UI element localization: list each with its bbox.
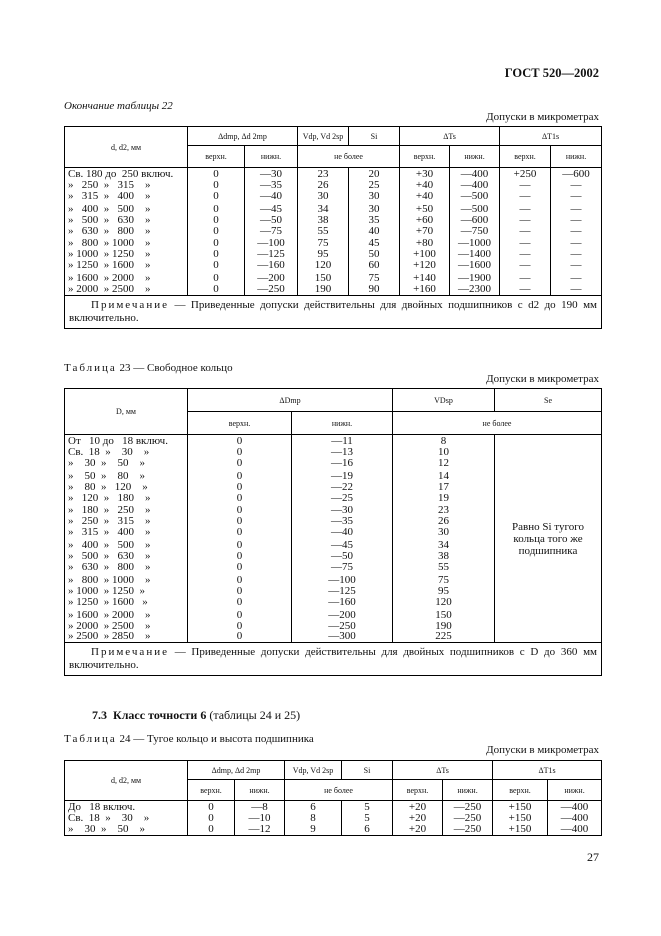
table-cell: 225 <box>435 630 452 643</box>
se-merged-cell <box>495 435 602 643</box>
table-cell: 0 <box>236 595 243 608</box>
table-cell: 5 <box>364 811 370 824</box>
table-cell: 0 <box>213 168 219 180</box>
table-cell: —500 <box>460 189 489 202</box>
table-cell: —30 <box>260 168 282 180</box>
table-cell: — <box>570 237 582 250</box>
table-cell: 10 <box>438 445 449 458</box>
table-cell: — <box>519 213 531 226</box>
table-cell: 19 <box>438 491 449 504</box>
table-cell: 0 <box>236 630 243 643</box>
table-cell: 0 <box>236 435 243 447</box>
table22-unit-note: Допуски в микрометрах <box>486 111 599 123</box>
table-cell: —600 <box>562 168 590 180</box>
column-cells <box>400 168 450 296</box>
table-cell: —45 <box>331 539 353 552</box>
table-cell: 0 <box>236 573 243 586</box>
table-cell: —10 <box>248 811 271 824</box>
table-cell: 20 <box>368 168 380 180</box>
table-cell: —600 <box>460 213 489 226</box>
table22-note: Примечание — Приведенные допуски действительны для двойных подшипников с d2 до 190 мм включительно. <box>65 295 602 328</box>
table-cell: 8 <box>310 811 316 824</box>
table-cell: —750 <box>460 224 489 237</box>
table-cell: — <box>519 283 531 296</box>
table-cell: » 1000 » 1250 » <box>68 584 145 597</box>
table-cell: — <box>519 272 531 285</box>
table-cell: » 2500 » 2850 » <box>68 630 151 643</box>
table-cell: +120 <box>413 259 436 272</box>
table-cell: —40 <box>260 189 282 202</box>
column-cells <box>65 801 188 836</box>
table-cell: +70 <box>415 224 434 237</box>
table-cell: —125 <box>328 584 356 597</box>
table-cell: +150 <box>508 822 532 835</box>
table24-unit-note: Допуски в микрометрах <box>486 744 599 756</box>
table-cell: 150 <box>435 608 452 621</box>
table-cell: +160 <box>413 283 436 296</box>
column-cells <box>65 435 188 643</box>
table-cell: — <box>519 202 531 215</box>
table-cell: 0 <box>236 526 243 539</box>
table-cell: 0 <box>236 608 243 621</box>
table-cell: — <box>519 224 531 237</box>
table-cell: +20 <box>408 822 427 835</box>
table-cell: 14 <box>438 469 449 482</box>
table23-note: Примечание — Приведенные допуски действительны для двойных подшипников с D до 360 мм включительно. <box>65 643 602 676</box>
table23 <box>64 388 602 676</box>
table24-body <box>65 801 602 836</box>
table-cell: —250 <box>453 822 482 835</box>
table-cell: 30 <box>317 189 329 202</box>
table-cell: 0 <box>213 213 219 226</box>
table-cell: —250 <box>453 811 482 824</box>
table-cell: 45 <box>368 237 380 250</box>
table-cell: 26 <box>438 515 449 528</box>
table-cell: 0 <box>236 539 243 552</box>
table-cell: 17 <box>438 480 449 493</box>
table-cell: » 30 » 50 » <box>68 822 145 835</box>
table-cell: 0 <box>213 178 219 191</box>
col-header-VDsp: VDsp <box>393 389 495 412</box>
table-cell: 26 <box>317 178 329 191</box>
table-cell: 0 <box>213 224 219 237</box>
table-cell: » 800 » 1000 » <box>68 573 151 586</box>
col-header-d: d, d2, мм <box>65 761 188 801</box>
table-cell: 0 <box>236 619 243 632</box>
table-cell: 75 <box>317 237 329 250</box>
table-cell: +20 <box>408 801 427 813</box>
col-header-ts: ΔTs <box>393 761 493 780</box>
table-cell: 5 <box>364 801 370 813</box>
table-cell: —400 <box>460 168 489 180</box>
table-cell: +150 <box>508 811 532 824</box>
table-cell: +250 <box>513 168 537 180</box>
table-cell: 0 <box>213 283 219 296</box>
table-cell: 23 <box>438 504 449 517</box>
table-cell: —500 <box>460 202 489 215</box>
table-cell: » 1250 » 1600 » <box>68 595 148 608</box>
table-cell: —200 <box>257 272 285 285</box>
table-cell: 12 <box>438 456 449 469</box>
table-cell: +150 <box>508 801 532 813</box>
col-header-si: Si <box>349 127 400 146</box>
table-cell: +80 <box>415 237 434 250</box>
table-cell: —75 <box>260 224 282 237</box>
table-cell: 75 <box>368 272 380 285</box>
table-cell: 190 <box>314 283 332 296</box>
table-cell: » 1600 » 2000 » <box>68 272 151 285</box>
table-cell: 6 <box>364 822 370 835</box>
table-cell: —400 <box>560 811 589 824</box>
table-cell: 25 <box>368 178 380 191</box>
column-cells <box>285 801 342 836</box>
subheader-max: не более <box>298 146 400 168</box>
table-cell: 0 <box>236 515 243 528</box>
table-cell: —1000 <box>458 237 492 250</box>
table-cell: —50 <box>331 550 353 563</box>
subheader-upper: верхн. <box>188 412 292 435</box>
column-cells <box>349 168 400 296</box>
table-cell: » 2000 » 2500 » <box>68 283 151 296</box>
column-cells <box>500 168 551 296</box>
table-cell: — <box>570 224 582 237</box>
table-cell: » 250 » 315 » <box>68 515 151 528</box>
table-cell: — <box>519 178 531 191</box>
table-cell: 0 <box>213 272 219 285</box>
table-cell: —250 <box>453 801 482 813</box>
section-heading: 7.3 Класс точности 6 (таблицы 24 и 25) <box>92 708 301 722</box>
table-cell: » 800 » 1000 » <box>68 237 151 250</box>
table-cell: 35 <box>368 213 380 226</box>
subheader-upper: верхн. <box>400 146 450 168</box>
table-cell: » 120 » 180 » <box>68 491 151 504</box>
table-cell: — <box>519 237 531 250</box>
table-cell: » 1250 » 1600 » <box>68 259 151 272</box>
table-cell: —160 <box>257 259 285 272</box>
page-number: 27 <box>587 850 599 864</box>
table-cell: » 2000 » 2500 » <box>68 619 151 632</box>
subheader-lower: нижн. <box>292 412 393 435</box>
col-header-vdp: Vdp, Vd 2sp <box>285 761 342 780</box>
table-cell: 30 <box>368 189 380 202</box>
column-cells <box>443 801 493 836</box>
table-cell: —400 <box>560 822 589 835</box>
column-cells <box>393 801 443 836</box>
table22-body <box>65 168 602 296</box>
table-cell: —25 <box>331 491 353 504</box>
table-cell: —22 <box>331 480 353 493</box>
subheader-upper: верхн. <box>188 780 235 801</box>
table-cell: » 50 » 80 » <box>68 469 145 482</box>
table23-unit-note: Допуски в микрометрах <box>486 373 599 385</box>
subheader-lower: нижн. <box>443 780 493 801</box>
table-cell: —400 <box>460 178 489 191</box>
table-cell: —250 <box>328 619 356 632</box>
table-cell: » 315 » 400 » <box>68 526 151 539</box>
table-cell: — <box>570 259 582 272</box>
table-cell: Св. 18 » 30 » <box>68 445 150 458</box>
subheader-max: не более <box>393 412 602 435</box>
col-header-vdp: Vdp, Vd 2sp <box>298 127 349 146</box>
column-cells <box>188 801 235 836</box>
table-cell: 95 <box>438 584 449 597</box>
table-cell: 120 <box>314 259 332 272</box>
se-text: Равно Si тугого кольца того же подшипника <box>512 521 584 558</box>
table-cell: От 10 до 18 включ. <box>68 435 168 447</box>
table-cell: 0 <box>208 811 214 824</box>
table24-caption: Таблица 24 — Тугое кольцо и высота подшипника <box>64 733 314 745</box>
col-header-ts: ΔTs <box>400 127 500 146</box>
subheader-lower: нижн. <box>235 780 285 801</box>
table-cell: 120 <box>435 595 452 608</box>
table-cell: » 315 » 400 » <box>68 189 151 202</box>
table-cell: — <box>570 189 582 202</box>
table-cell: 55 <box>438 560 449 573</box>
column-cells <box>493 801 548 836</box>
table23-caption: Таблица 23 — Свободное кольцо <box>64 362 233 374</box>
table-cell: — <box>570 248 582 261</box>
table22 <box>64 126 602 329</box>
column-cells <box>65 168 188 296</box>
col-header-Dmp: ΔDmp <box>188 389 393 412</box>
table-cell: 0 <box>236 560 243 573</box>
table-cell: — <box>570 283 582 296</box>
table-cell: — <box>570 202 582 215</box>
table-cell: 0 <box>213 202 219 215</box>
col-header-D: D, мм <box>65 389 188 435</box>
table-cell: 23 <box>317 168 329 180</box>
col-header-si: Si <box>342 761 393 780</box>
subheader-upper: верхн. <box>500 146 551 168</box>
column-cells <box>188 435 292 643</box>
table-cell: 0 <box>236 491 243 504</box>
table-cell: 30 <box>438 526 449 539</box>
table-cell: 0 <box>236 469 243 482</box>
table-cell: —200 <box>328 608 356 621</box>
column-cells <box>235 801 285 836</box>
table-cell: 34 <box>438 539 449 552</box>
table-cell: » 630 » 800 » <box>68 224 151 237</box>
table-cell: 90 <box>368 283 380 296</box>
table-cell: —1900 <box>458 272 492 285</box>
table-cell: —19 <box>331 469 353 482</box>
table-cell: +40 <box>415 178 434 191</box>
table-cell: 0 <box>236 550 243 563</box>
table-cell: +20 <box>408 811 427 824</box>
table-cell: » 400 » 500 » <box>68 202 151 215</box>
column-cells <box>548 801 602 836</box>
table-cell: До 18 включ. <box>68 801 136 813</box>
table-cell: Св. 180 до 250 включ. <box>68 168 174 180</box>
table-cell: » 80 » 120 » <box>68 480 148 493</box>
table-cell: 0 <box>213 259 219 272</box>
subheader-lower: нижн. <box>551 146 602 168</box>
table-cell: — <box>519 189 531 202</box>
subheader-lower: нижн. <box>245 146 298 168</box>
table-cell: 30 <box>368 202 380 215</box>
subheader-lower: нижн. <box>548 780 602 801</box>
column-cells <box>393 435 495 643</box>
table-cell: —50 <box>260 213 282 226</box>
table-cell: » 1000 » 1250 » <box>68 248 151 261</box>
column-cells <box>298 168 349 296</box>
table-cell: — <box>570 272 582 285</box>
table-cell: —35 <box>260 178 282 191</box>
table-cell: 6 <box>310 801 316 813</box>
table-cell: —1600 <box>458 259 492 272</box>
table-cell: 190 <box>435 619 452 632</box>
col-header-d: d, d2, мм <box>65 127 188 168</box>
table-cell: +50 <box>415 202 434 215</box>
column-cells <box>342 801 393 836</box>
table-cell: » 180 » 250 » <box>68 504 151 517</box>
table-cell: 0 <box>236 584 243 597</box>
table-cell: — <box>570 178 582 191</box>
table-cell: 0 <box>208 801 214 813</box>
table-cell: 0 <box>236 480 243 493</box>
table-cell: —40 <box>331 526 353 539</box>
table-cell: —100 <box>257 237 285 250</box>
table-cell: 0 <box>213 248 219 261</box>
table-cell: 40 <box>368 224 380 237</box>
table-cell: » 1600 » 2000 » <box>68 608 151 621</box>
table-cell: 38 <box>317 213 329 226</box>
col-header-dmp: Δdmp, Δd 2mp <box>188 127 298 146</box>
table-cell: 0 <box>213 237 219 250</box>
table-cell: 55 <box>317 224 329 237</box>
table-cell: 50 <box>368 248 380 261</box>
document-header: ГОСТ 520—2002 <box>504 66 599 80</box>
table-cell: +140 <box>413 272 436 285</box>
table-cell: —75 <box>331 560 353 573</box>
table-cell: » 400 » 500 » <box>68 539 151 552</box>
table-cell: +60 <box>415 213 434 226</box>
subheader-upper: верхн. <box>493 780 548 801</box>
table-cell: +40 <box>415 189 434 202</box>
table-cell: —8 <box>251 801 268 813</box>
table-cell: 8 <box>440 435 447 447</box>
column-cells <box>245 168 298 296</box>
table-cell: 0 <box>208 822 214 835</box>
table-cell: 60 <box>368 259 380 272</box>
column-cells <box>551 168 602 296</box>
table-cell: 95 <box>317 248 329 261</box>
table-cell: » 250 » 315 » <box>68 178 151 191</box>
subheader-lower: нижн. <box>450 146 500 168</box>
table-cell: 38 <box>438 550 449 563</box>
column-cells <box>450 168 500 296</box>
table-cell: —400 <box>560 801 589 813</box>
table-cell: —30 <box>331 504 353 517</box>
table-cell: 75 <box>438 573 449 586</box>
table-cell: —300 <box>328 630 356 643</box>
subheader-max: не более <box>285 780 393 801</box>
column-cells <box>188 168 245 296</box>
table-cell: 0 <box>236 504 243 517</box>
table-cell: —11 <box>331 435 353 447</box>
table-cell: —16 <box>331 456 353 469</box>
table-cell: +100 <box>413 248 436 261</box>
table-cell: —1400 <box>458 248 492 261</box>
table-cell: — <box>519 248 531 261</box>
subheader-upper: верхн. <box>393 780 443 801</box>
table-cell: Св. 18 » 30 » <box>68 811 150 824</box>
table-cell: —250 <box>257 283 285 296</box>
table-cell: 9 <box>310 822 316 835</box>
table-cell: +30 <box>415 168 434 180</box>
table-cell: —45 <box>260 202 282 215</box>
table-cell: —35 <box>331 515 353 528</box>
table-cell: 0 <box>236 445 243 458</box>
table-cell: —100 <box>328 573 356 586</box>
table-cell: » 500 » 630 » <box>68 550 151 563</box>
col-header-t1s: ΔT1s <box>493 761 602 780</box>
table-cell: —2300 <box>458 283 492 296</box>
table-cell: » 630 » 800 » <box>68 560 151 573</box>
table-cell: —13 <box>331 445 353 458</box>
col-header-dmp: Δdmp, Δd 2mp <box>188 761 285 780</box>
table-cell: » 500 » 630 » <box>68 213 151 226</box>
table-cell: —160 <box>328 595 356 608</box>
table-cell: » 30 » 50 » <box>68 456 145 469</box>
table-cell: 34 <box>317 202 329 215</box>
col-header-t1s: ΔT1s <box>500 127 602 146</box>
table-cell: — <box>570 213 582 226</box>
table-cell: — <box>519 259 531 272</box>
table22-caption: Окончание таблицы 22 <box>64 100 173 112</box>
table-cell: 150 <box>314 272 332 285</box>
table-cell: —12 <box>248 822 271 835</box>
column-cells <box>292 435 393 643</box>
table-cell: —125 <box>257 248 285 261</box>
table23-body <box>65 435 602 643</box>
col-header-Se: Se <box>495 389 602 412</box>
table24 <box>64 760 602 836</box>
table-cell: 0 <box>236 456 243 469</box>
subheader-upper: верхн. <box>188 146 245 168</box>
table-cell: 0 <box>213 189 219 202</box>
